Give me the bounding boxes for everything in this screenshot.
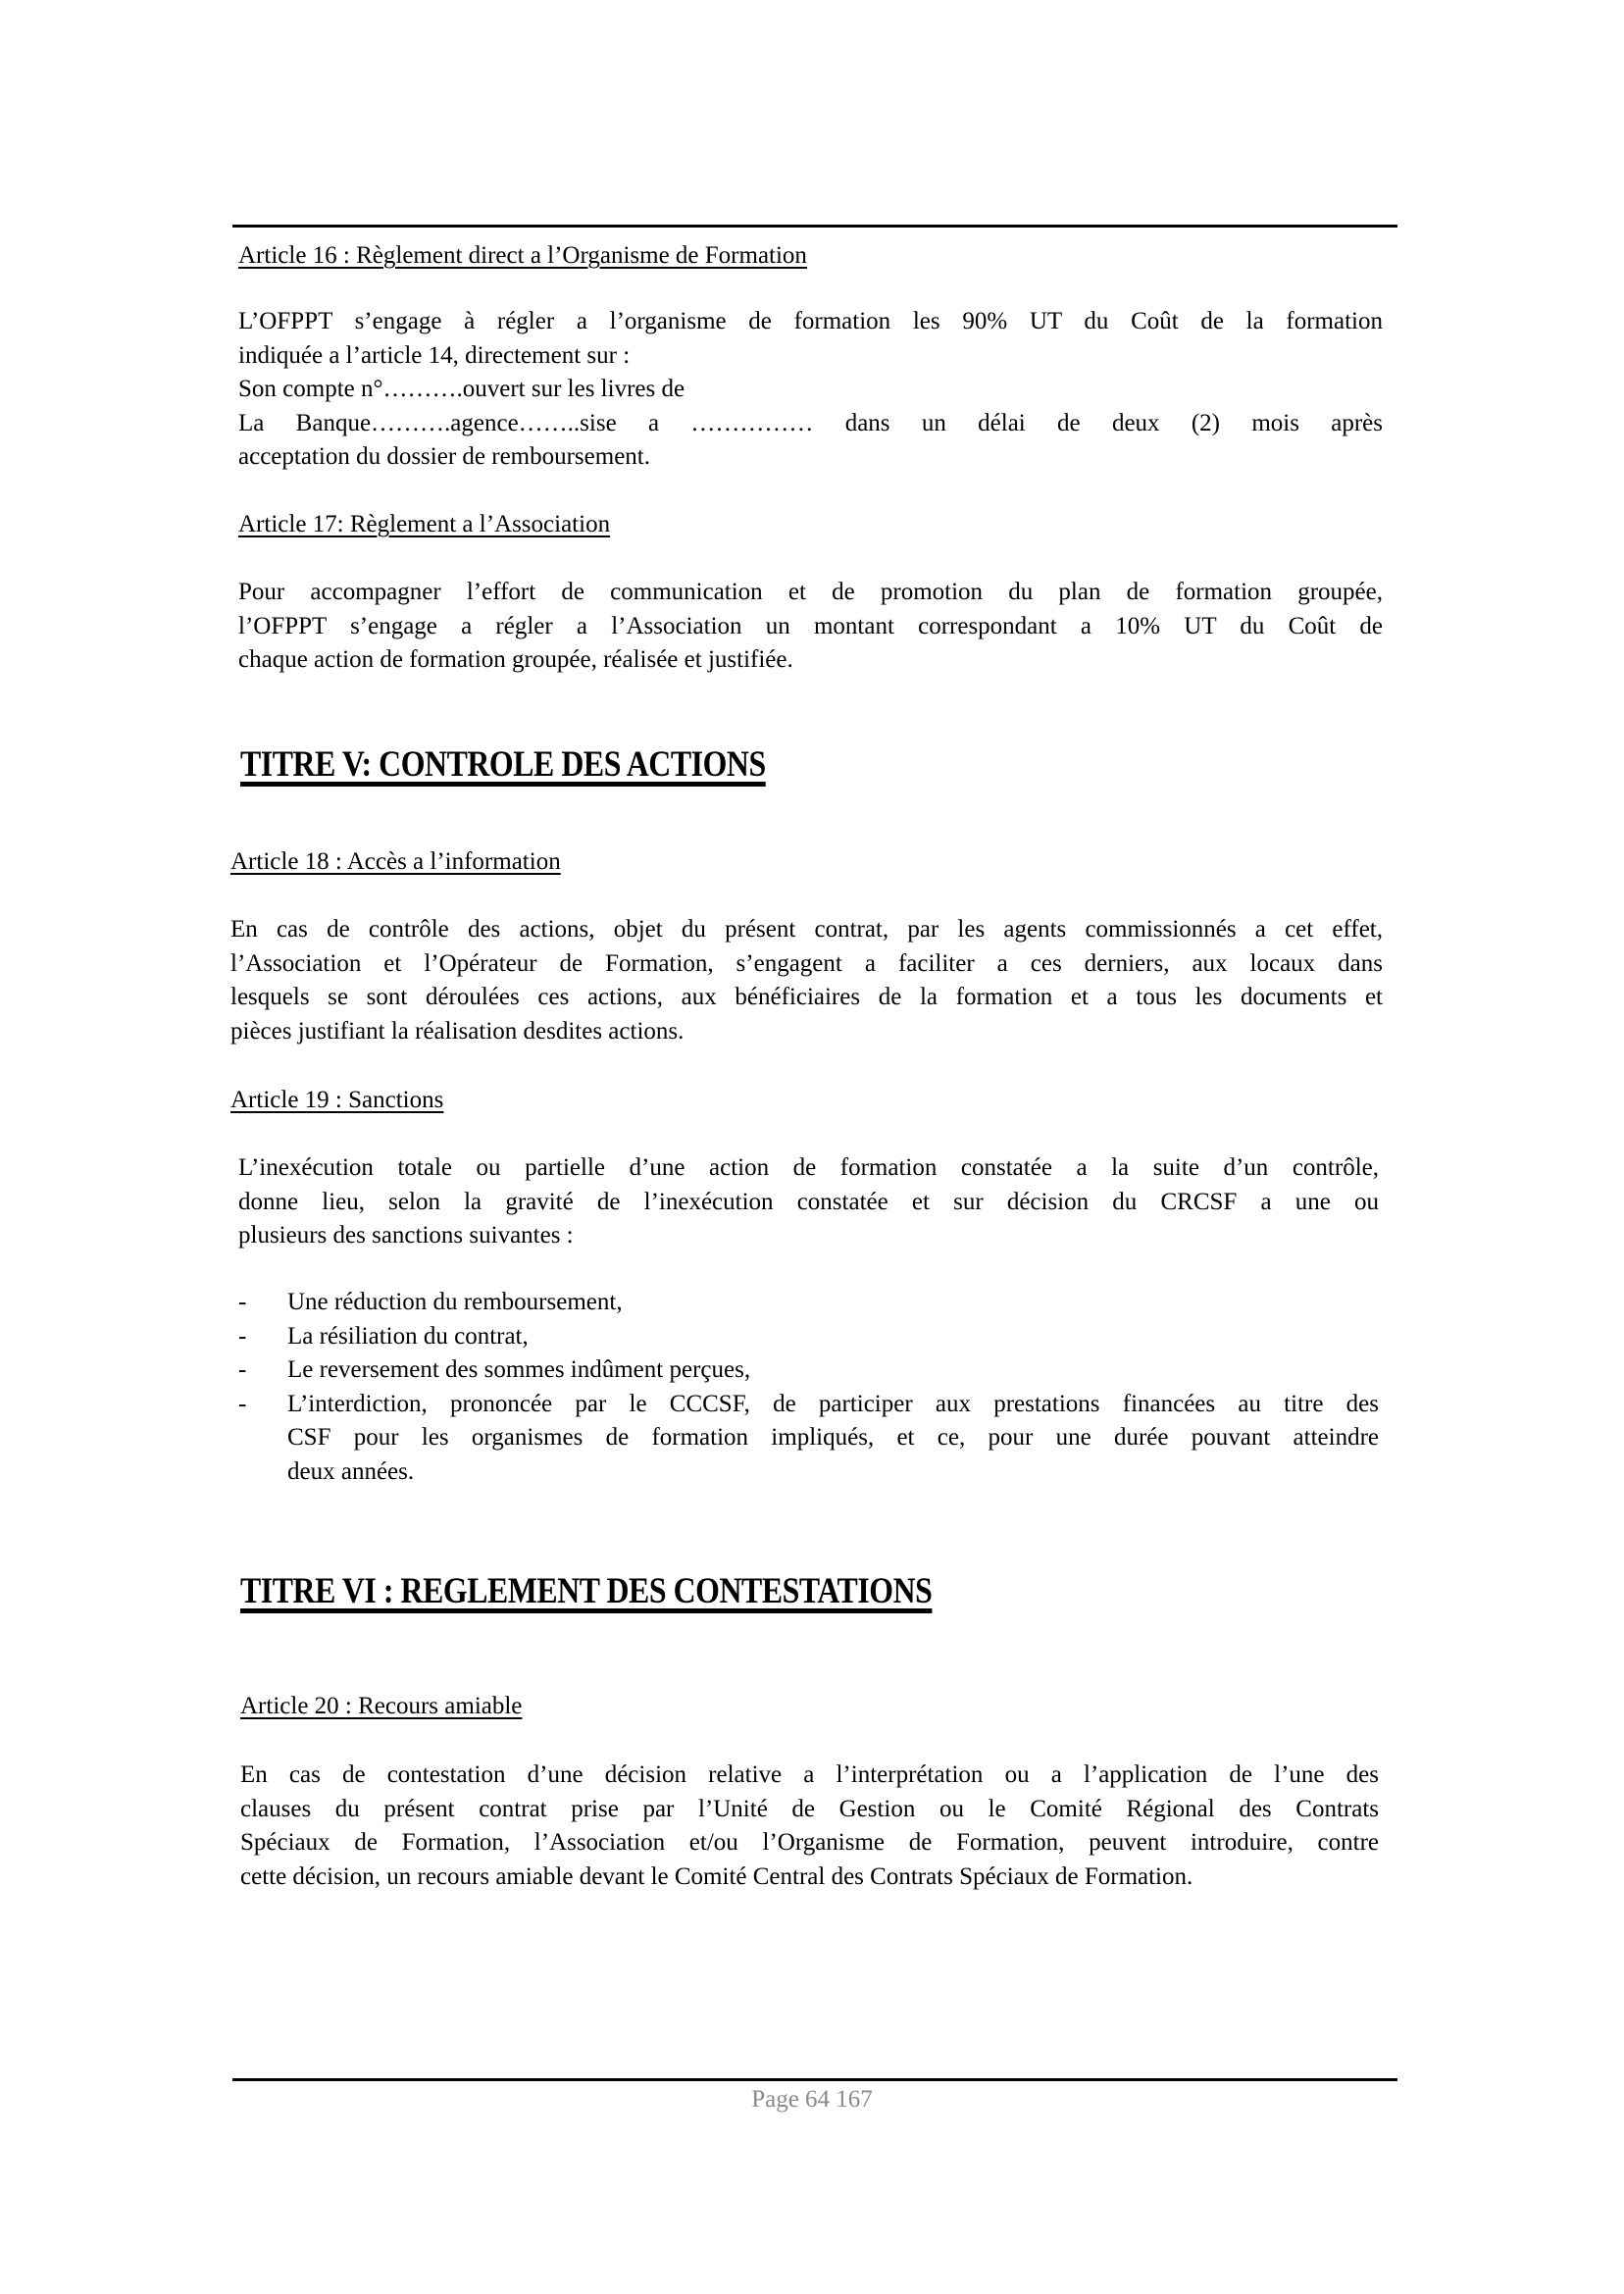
article-20-line: cette décision, un recours amiable devant le Comité Central des Contrats Spéciaux de Formation. — [240, 1862, 1193, 1890]
sanction-item — [238, 1353, 1379, 1388]
article-18-line: lesquels se sont déroulées ces actions, aux bénéficiaires de la formation et a tous les documents et — [230, 984, 1383, 1010]
list-dash: - — [238, 1356, 247, 1383]
article-16-line: La Banque……….agence……..sise a …………… dans un délai de deux (2) mois après — [238, 409, 1383, 436]
sanction-text: La résiliation du contrat, — [287, 1322, 529, 1350]
article-18-line: En cas de contrôle des actions, objet du présent contrat, par les agents commissionnés a cet effet, — [230, 916, 1383, 943]
article-17-body — [238, 576, 1383, 678]
sanction-text: L’interdiction, prononcée par le CCCSF, de participer aux prestations financées au titre des — [287, 1390, 1379, 1417]
article-20-line: En cas de contestation d’une décision relative a l’interprétation ou a l’application de l’une des — [240, 1761, 1379, 1788]
article-17-line: chaque action de formation groupée, réalisée et justifiée. — [238, 646, 793, 673]
list-dash: - — [238, 1390, 247, 1417]
titre-v-heading: TITRE V: CONTROLE DES ACTIONS — [240, 744, 766, 785]
sanction-item — [238, 1388, 1379, 1490]
article-16-line: acceptation du dossier de remboursement. — [238, 443, 650, 470]
article-20-line: clauses du présent contrat prise par l’Unité de Gestion ou le Comité Régional des Contrats — [240, 1795, 1379, 1822]
article-19-heading: Article 19 : Sanctions — [230, 1087, 444, 1113]
article-18-body — [230, 913, 1383, 1048]
article-19-line: plusieurs des sanctions suivantes : — [238, 1222, 574, 1249]
article-20-heading: Article 20 : Recours amiable — [240, 1693, 523, 1719]
header-rule — [232, 225, 1397, 228]
article-18-line: l’Association et l’Opérateur de Formation, s’engagent a faciliter a ces derniers, aux locaux dans — [230, 949, 1383, 977]
sanction-text: Le reversement des sommes indûment perçues, — [287, 1356, 751, 1383]
article-19-line: donne lieu, selon la gravité de l’inexécution constatée et sur décision du CRCSF a une ou — [238, 1188, 1379, 1215]
article-19-body — [238, 1151, 1379, 1253]
footer-rule — [232, 2078, 1397, 2081]
article-16-line: L’OFPPT s’engage à régler a l’organisme de formation les 90% UT du Coût de la formation — [238, 308, 1383, 334]
article-16-heading: Article 16 : Règlement direct a l’Organisme de Formation — [238, 242, 807, 269]
article-16-body — [238, 305, 1383, 475]
sanction-item — [238, 1286, 1379, 1320]
article-17-line: Pour accompagner l’effort de communication et de promotion du plan de formation groupée, — [238, 579, 1383, 605]
titre-vi-heading: TITRE VI : REGLEMENT DES CONTESTATIONS — [240, 1571, 933, 1611]
article-16-line: indiquée a l’article 14, directement sur : — [238, 341, 631, 369]
sanction-item — [238, 1320, 1379, 1354]
sanction-text: deux années. — [287, 1457, 415, 1485]
article-18-heading: Article 18 : Accès a l’information — [230, 848, 561, 875]
sanctions-list — [238, 1286, 1379, 1489]
sanction-text: CSF pour les organismes de formation impliqués, et ce, pour une durée pouvant atteindre — [287, 1424, 1379, 1451]
page-number: Page 64 167 — [751, 2086, 873, 2113]
list-dash: - — [238, 1289, 247, 1315]
article-20-body — [240, 1759, 1379, 1894]
list-dash: - — [238, 1322, 247, 1350]
article-17-line: l’OFPPT s’engage a régler a l’Association un montant correspondant a 10% UT du Coût de — [238, 612, 1383, 639]
article-17-heading: Article 17: Règlement a l’Association — [238, 511, 611, 537]
article-16-line: Son compte n°……….ouvert sur les livres de — [238, 376, 685, 402]
article-18-line: pièces justifiant la réalisation desdites actions. — [230, 1017, 685, 1045]
sanction-text: Une réduction du remboursement, — [287, 1289, 623, 1315]
article-20-line: Spéciaux de Formation, l’Association et/ou l’Organisme de Formation, peuvent introduire, contre — [240, 1829, 1379, 1856]
article-19-line: L’inexécution totale ou partielle d’une action de formation constatée a la suite d’un contrôle, — [238, 1154, 1379, 1181]
